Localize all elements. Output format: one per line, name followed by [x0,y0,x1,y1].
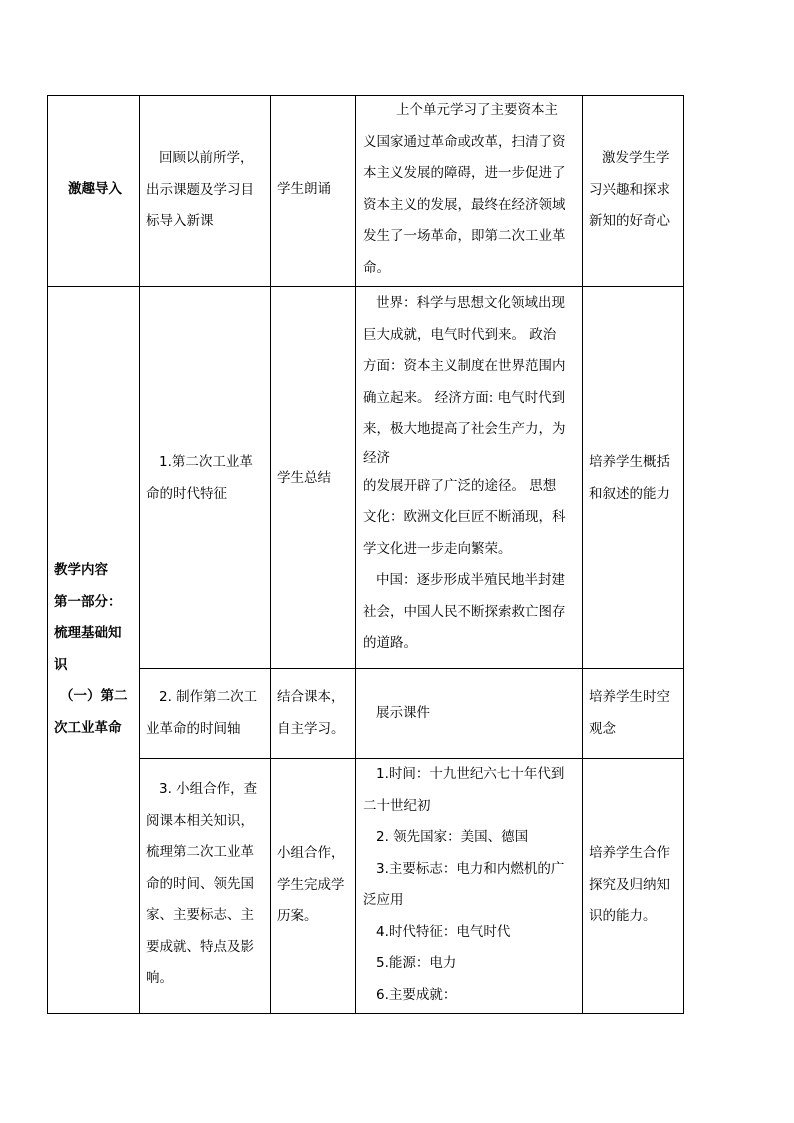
text-line: 资本主义的发展，最终在经济领域 [363,196,566,213]
content-group-work [363,759,564,1011]
text-line: 结合课本， [277,689,345,705]
design-intent-group-work [589,838,670,933]
student-activity-timeline [277,682,345,745]
text-line: 3.主要标志：电力和内燃机的广 [376,860,565,877]
student-activity-intro: 学生朗诵 [277,181,331,197]
row-divider-1 [47,286,684,287]
text-line: 的发展开辟了广泛的途径。 思想 [363,477,557,494]
text-line: 家、主要标志、主 [146,907,254,923]
text-line: 培养学生时空 [589,689,670,705]
text-line: 本主义发展的障碍，进一步促进了 [363,165,566,181]
text-line: 义国家通过革命或改革，扫清了资 [363,133,566,150]
text-line: 新知的好奇心 [589,213,670,229]
text-line: 的道路。 [363,635,417,651]
text-line: 上个单元学习了主要资本主 [396,102,558,118]
text-line: 1.时间：十九世纪六七十年代到 [376,766,565,782]
col-divider-3 [355,95,356,1014]
text-line: 培养学生概括 [589,454,670,470]
table-bottom-border [47,1013,684,1014]
col-divider-2 [270,95,271,1014]
text-line: 梳理第二次工业革 [146,844,254,860]
text-line: 出示课题及学习目 [146,181,254,198]
text-line: 二十世纪初 [363,797,431,814]
text-line: 文化：欧洲文化巨匠不断涌现，科 [363,509,566,525]
text-line: 标导入新课 [146,213,214,229]
text-line: 3. 小组合作，查 [159,781,258,797]
text-line: 教学内容 [54,562,108,578]
text-line: 世界：科学与思想文化领域出现 [376,295,565,311]
text-line: 2. 制作第二次工 [159,689,258,705]
design-intent-timeline [589,682,670,745]
text-line: 和叙述的能力 [589,485,670,502]
text-line: 阅课本相关知识， [146,812,254,829]
text-line: 2. 领先国家：美国、德国 [376,829,529,845]
design-intent-intro [589,143,670,238]
text-line: 中国：逐步形成半殖民地半封建 [376,572,565,588]
text-line: 探究及归纳知 [589,876,670,893]
text-line: 识的能力。 [589,908,657,924]
text-line: 小组合作， [277,845,345,861]
text-line: 展示课件 [376,705,430,721]
text-line: 学生完成学 [277,876,345,893]
text-line: 命的时间、领先国 [146,875,254,892]
text-line: 自主学习。 [277,720,345,737]
text-line: 命。 [363,259,390,276]
design-intent-era-features [589,447,670,510]
text-line: 6.主要成就： [376,986,457,1003]
text-line: 响。 [146,970,173,986]
text-line: 历案。 [277,908,318,924]
teacher-activity-group-work [146,774,257,995]
col-divider-1 [139,95,140,1014]
text-line: 来，极大地提高了社会生产力，为 [363,421,566,437]
text-line: 激发学生学 [602,150,670,166]
text-line: 经济 [363,449,390,466]
text-line: 培养学生合作 [589,845,670,861]
text-line: 观念 [589,720,616,737]
content-timeline [376,698,430,730]
student-activity-group-work [277,838,345,933]
text-line: 识 [54,656,68,673]
table-left-border [47,95,48,1014]
text-line: 泛应用 [363,892,404,908]
table-right-border [683,95,684,1014]
col-divider-4 [582,95,583,1014]
text-line: 梳理基础知 [54,625,122,641]
section-label-content [54,555,128,744]
text-line: 业革命的时间轴 [146,720,241,737]
text-line: 习兴趣和探求 [589,181,670,198]
text-line: 回顾以前所学， [159,150,254,166]
content-intro [363,95,566,284]
content-era-features [363,288,566,660]
text-line: 巨大成就，电气时代到来。 政治 [363,326,557,343]
text-line: 发生了一场革命，即第二次工业革 [363,228,566,244]
student-activity-era-features: 学生总结 [277,470,331,486]
teacher-activity-era-features [146,447,253,510]
section-label-intro: 激趣导入 [68,181,122,197]
text-line: 次工业革命 [54,719,122,736]
text-line: 要成就、特点及影 [146,938,254,955]
row-divider-2 [139,668,684,669]
teacher-activity-intro [146,143,254,238]
text-line: 社会，中国人民不断探索救亡图存 [363,603,566,620]
text-line: 确立起来。 经济方面: 电气时代到 [363,389,566,406]
text-line: 方面：资本主义制度在世界范围内 [363,358,566,374]
teacher-activity-timeline [146,682,257,745]
text-line: 1.第二次工业革 [159,454,253,470]
text-line: 命的时代特征 [146,485,227,502]
text-line: 第一部分： [54,593,122,610]
text-line: （一）第二 [60,688,128,704]
text-line: 4.时代特征：电气时代 [376,923,511,940]
text-line: 学文化进一步走向繁荣。 [363,540,512,557]
text-line: 5.能源：电力 [376,955,457,971]
